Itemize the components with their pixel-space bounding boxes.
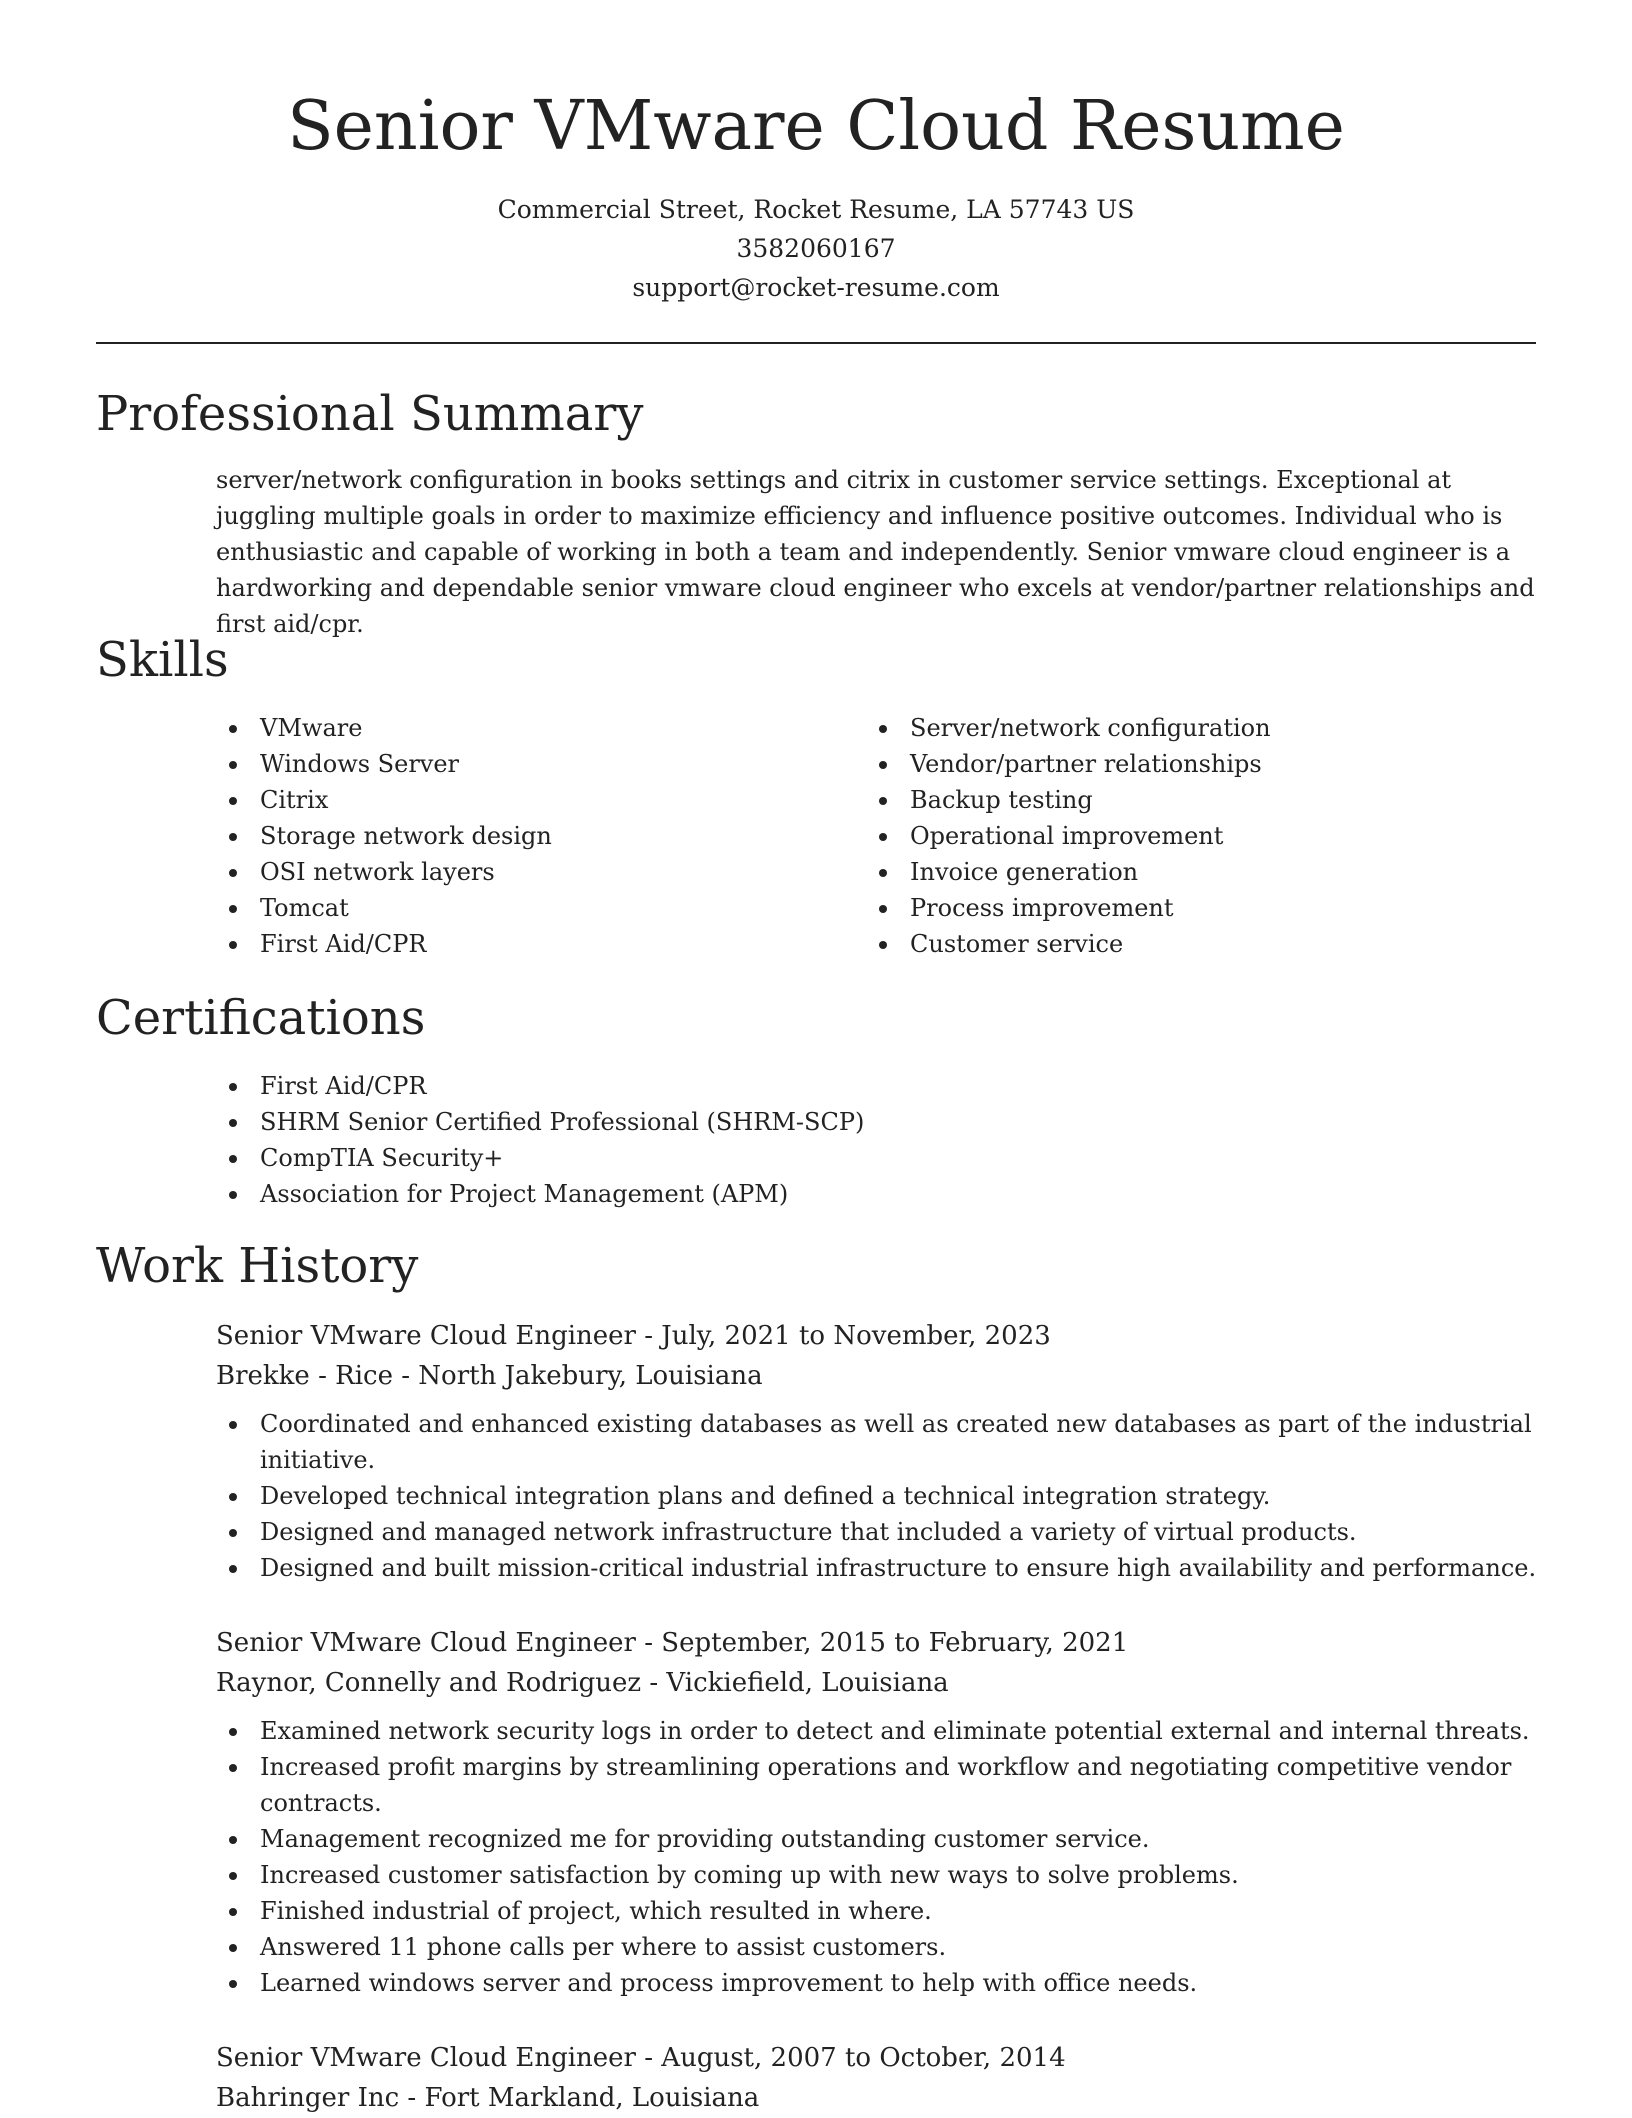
phone: 3582060167 xyxy=(736,234,896,263)
job-bullet: Answered 11 phone calls per where to assist customers. xyxy=(216,1929,1546,1965)
certification-item: Association for Project Management (APM) xyxy=(216,1176,1536,1212)
job-bullet: Increased profit margins by streamlining operations and workflow and negotiating competitive vendor contracts. xyxy=(216,1749,1546,1821)
skills-column-right xyxy=(866,710,1506,962)
skill-item: Operational improvement xyxy=(866,818,1506,854)
job-entry xyxy=(216,1316,1546,1586)
job-title-line: Senior VMware Cloud Engineer - July, 2021 to November, 2023 xyxy=(216,1321,1051,1351)
certifications-heading: Certifications xyxy=(96,990,426,1046)
skill-item: Storage network design xyxy=(216,818,856,854)
summary-text: server/network configuration in books settings and citrix in customer service settings. Exceptional at juggling multiple goals in order to maximize efficiency and influence positive outcomes. Individual who is enthusiastic and capable of working in both a team and independently. Senior vmware cloud engineer is a hardworking and dependable senior vmware cloud engineer who excels at vendor/partner relationships and first aid/cpr. xyxy=(216,466,1535,638)
certification-item: CompTIA Security+ xyxy=(216,1140,1536,1176)
skills-list-right xyxy=(866,710,1506,962)
skill-item: Process improvement xyxy=(866,890,1506,926)
job-bullet: Examined network security logs in order to detect and eliminate potential external and internal threats. xyxy=(216,1713,1546,1749)
skills-column-left xyxy=(216,710,856,962)
resume-title: Senior VMware Cloud Resume xyxy=(287,87,1345,166)
job-company-line: Raynor, Connelly and Rodriguez - Vickiefield, Louisiana xyxy=(216,1668,949,1698)
certification-item: SHRM Senior Certified Professional (SHRM-SCP) xyxy=(216,1104,1536,1140)
skill-item: OSI network layers xyxy=(216,854,856,890)
email: support@rocket-resume.com xyxy=(632,273,1000,302)
header-divider xyxy=(96,342,1536,344)
certifications-list xyxy=(216,1068,1536,1212)
skill-item: Backup testing xyxy=(866,782,1506,818)
job-bullet: Management recognized me for providing outstanding customer service. xyxy=(216,1821,1546,1857)
skill-item: Server/network configuration xyxy=(866,710,1506,746)
skill-item: VMware xyxy=(216,710,856,746)
summary-heading: Professional Summary xyxy=(96,386,644,442)
certifications-block xyxy=(216,1068,1536,1212)
job-entry xyxy=(216,1623,1546,2001)
job-bullets xyxy=(216,1713,1546,2001)
job-bullet: Designed and managed network infrastructure that included a variety of virtual products. xyxy=(216,1514,1546,1550)
skills-list-left xyxy=(216,710,856,962)
skill-item: Vendor/partner relationships xyxy=(866,746,1506,782)
skill-item: Customer service xyxy=(866,926,1506,962)
job-title-line: Senior VMware Cloud Engineer - August, 2007 to October, 2014 xyxy=(216,2043,1066,2073)
skill-item: Citrix xyxy=(216,782,856,818)
skill-item: Invoice generation xyxy=(866,854,1506,890)
job-bullet: Learned windows server and process improvement to help with office needs. xyxy=(216,1965,1546,2001)
contact-block xyxy=(0,190,1632,307)
certification-item: First Aid/CPR xyxy=(216,1068,1536,1104)
job-bullet: Developed technical integration plans and defined a technical integration strategy. xyxy=(216,1478,1546,1514)
job-bullet: Coordinated and enhanced existing databases as well as created new databases as part of the industrial initiative. xyxy=(216,1406,1546,1478)
address: Commercial Street, Rocket Resume, LA 57743 US xyxy=(497,195,1135,224)
job-company-line: Bahringer Inc - Fort Markland, Louisiana xyxy=(216,2083,760,2113)
job-bullet: Increased customer satisfaction by coming up with new ways to solve problems. xyxy=(216,1857,1546,1893)
skill-item: Windows Server xyxy=(216,746,856,782)
job-entry xyxy=(216,2038,1546,2118)
job-bullet: Finished industrial of project, which resulted in where. xyxy=(216,1893,1546,1929)
skill-item: Tomcat xyxy=(216,890,856,926)
job-company-line: Brekke - Rice - North Jakebury, Louisiana xyxy=(216,1361,763,1391)
skills-heading: Skills xyxy=(96,632,229,688)
job-title-line: Senior VMware Cloud Engineer - September, 2015 to February, 2021 xyxy=(216,1628,1129,1658)
work-history-heading: Work History xyxy=(96,1238,419,1294)
job-bullet: Designed and built mission-critical industrial infrastructure to ensure high availability and performance. xyxy=(216,1550,1546,1586)
skill-item: First Aid/CPR xyxy=(216,926,856,962)
job-bullets xyxy=(216,1406,1546,1586)
